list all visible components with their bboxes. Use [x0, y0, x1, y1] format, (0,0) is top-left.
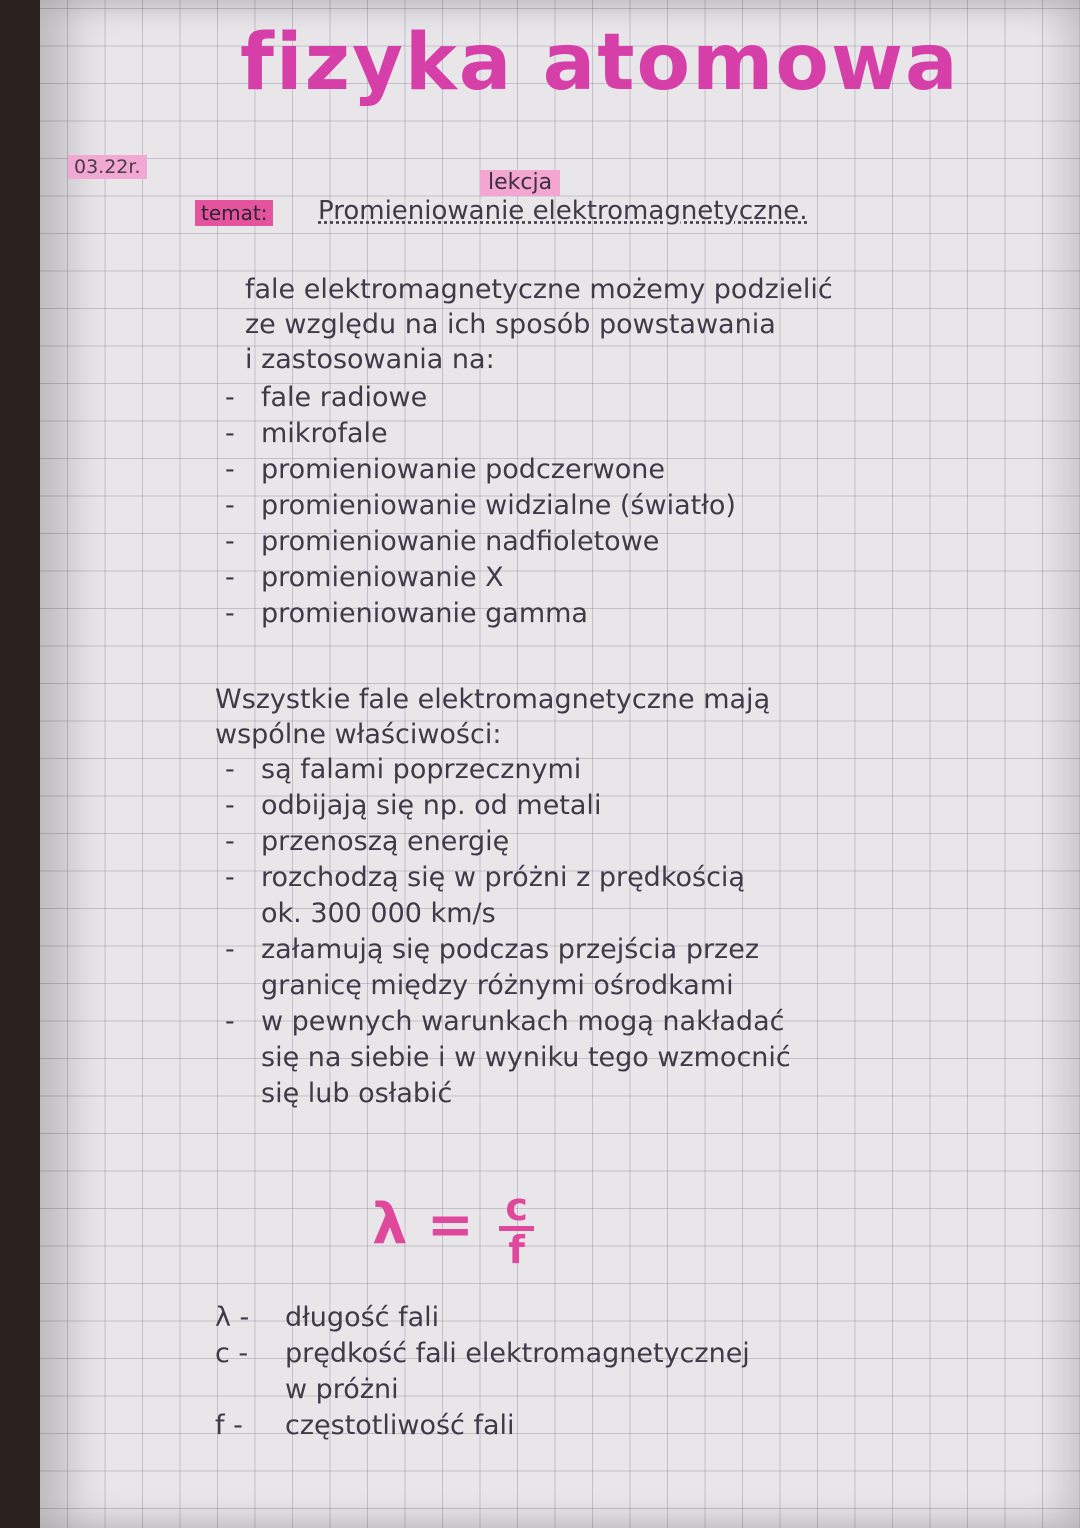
list-item-continuation: granicę między różnymi ośrodkami — [261, 970, 734, 1001]
list-item-continuation: ok. 300 000 km/s — [261, 898, 496, 929]
legend-symbol: λ - — [215, 1302, 250, 1333]
lesson-label: lekcja — [480, 170, 560, 196]
list-item: - przenoszą energię — [225, 826, 510, 857]
list-item: - odbijają się np. od metali — [225, 790, 602, 821]
date-badge: 03.22r. — [68, 155, 147, 179]
list-item: - promieniowanie widzialne (światło) — [225, 490, 736, 521]
list-item-continuation: się lub osłabić — [261, 1078, 453, 1109]
legend-row-c — [215, 1336, 750, 1372]
legend-text: w próżni — [285, 1374, 399, 1405]
legend-row-c-continuation — [215, 1372, 750, 1408]
list-item: - fale radiowe — [225, 382, 428, 413]
legend-row-lambda — [215, 1300, 750, 1336]
legend-symbol: f - — [215, 1410, 243, 1441]
topic-label: temat: — [195, 200, 273, 226]
list-item: - mikrofale — [225, 418, 388, 449]
intro-line: i zastosowania na: — [245, 344, 495, 375]
list-item: - promieniowanie gamma — [225, 598, 588, 629]
properties-intro — [215, 682, 770, 752]
list-item: - promieniowanie podczerwone — [225, 454, 665, 485]
legend-symbol: c - — [215, 1338, 249, 1369]
intro-paragraph — [245, 272, 833, 377]
list-item: - rozchodzą się w próżni z prędkością — [225, 862, 745, 893]
formula-numerator: c — [499, 1188, 534, 1231]
legend-text: częstotliwość fali — [285, 1410, 515, 1441]
list-item: - są falami poprzecznymi — [225, 754, 582, 785]
legend-text: prędkość fali elektromagnetycznej — [285, 1338, 750, 1369]
topic-text: Promieniowanie elektromagnetyczne. — [318, 196, 808, 226]
wave-types-list — [225, 380, 736, 632]
list-item: - załamują się podczas przejścia przez — [225, 934, 760, 965]
properties-list — [225, 752, 791, 1112]
intro-line: ze względu na ich sposób powstawania — [245, 309, 776, 340]
legend-row-f — [215, 1408, 750, 1444]
formula-lhs: λ = — [372, 1192, 474, 1258]
properties-intro-line: wspólne właściwości: — [215, 719, 502, 750]
list-item: - promieniowanie nadfioletowe — [225, 526, 660, 557]
properties-intro-line: Wszystkie fale elektromagnetyczne mają — [215, 684, 771, 715]
intro-line: fale elektromagnetyczne możemy podzielić — [245, 274, 833, 305]
page-title: fizyka atomowa — [240, 18, 960, 108]
list-item-continuation: się na siebie i w wyniku tego wzmocnić — [261, 1042, 791, 1073]
list-item: - promieniowanie X — [225, 562, 504, 593]
formula-fraction — [499, 1185, 534, 1272]
formula-denominator: f — [508, 1228, 525, 1272]
wavelength-formula — [372, 1185, 534, 1272]
formula-legend — [215, 1300, 750, 1444]
list-item: - w pewnych warunkach mogą nakładać — [225, 1006, 785, 1037]
legend-text: długość fali — [285, 1302, 440, 1333]
